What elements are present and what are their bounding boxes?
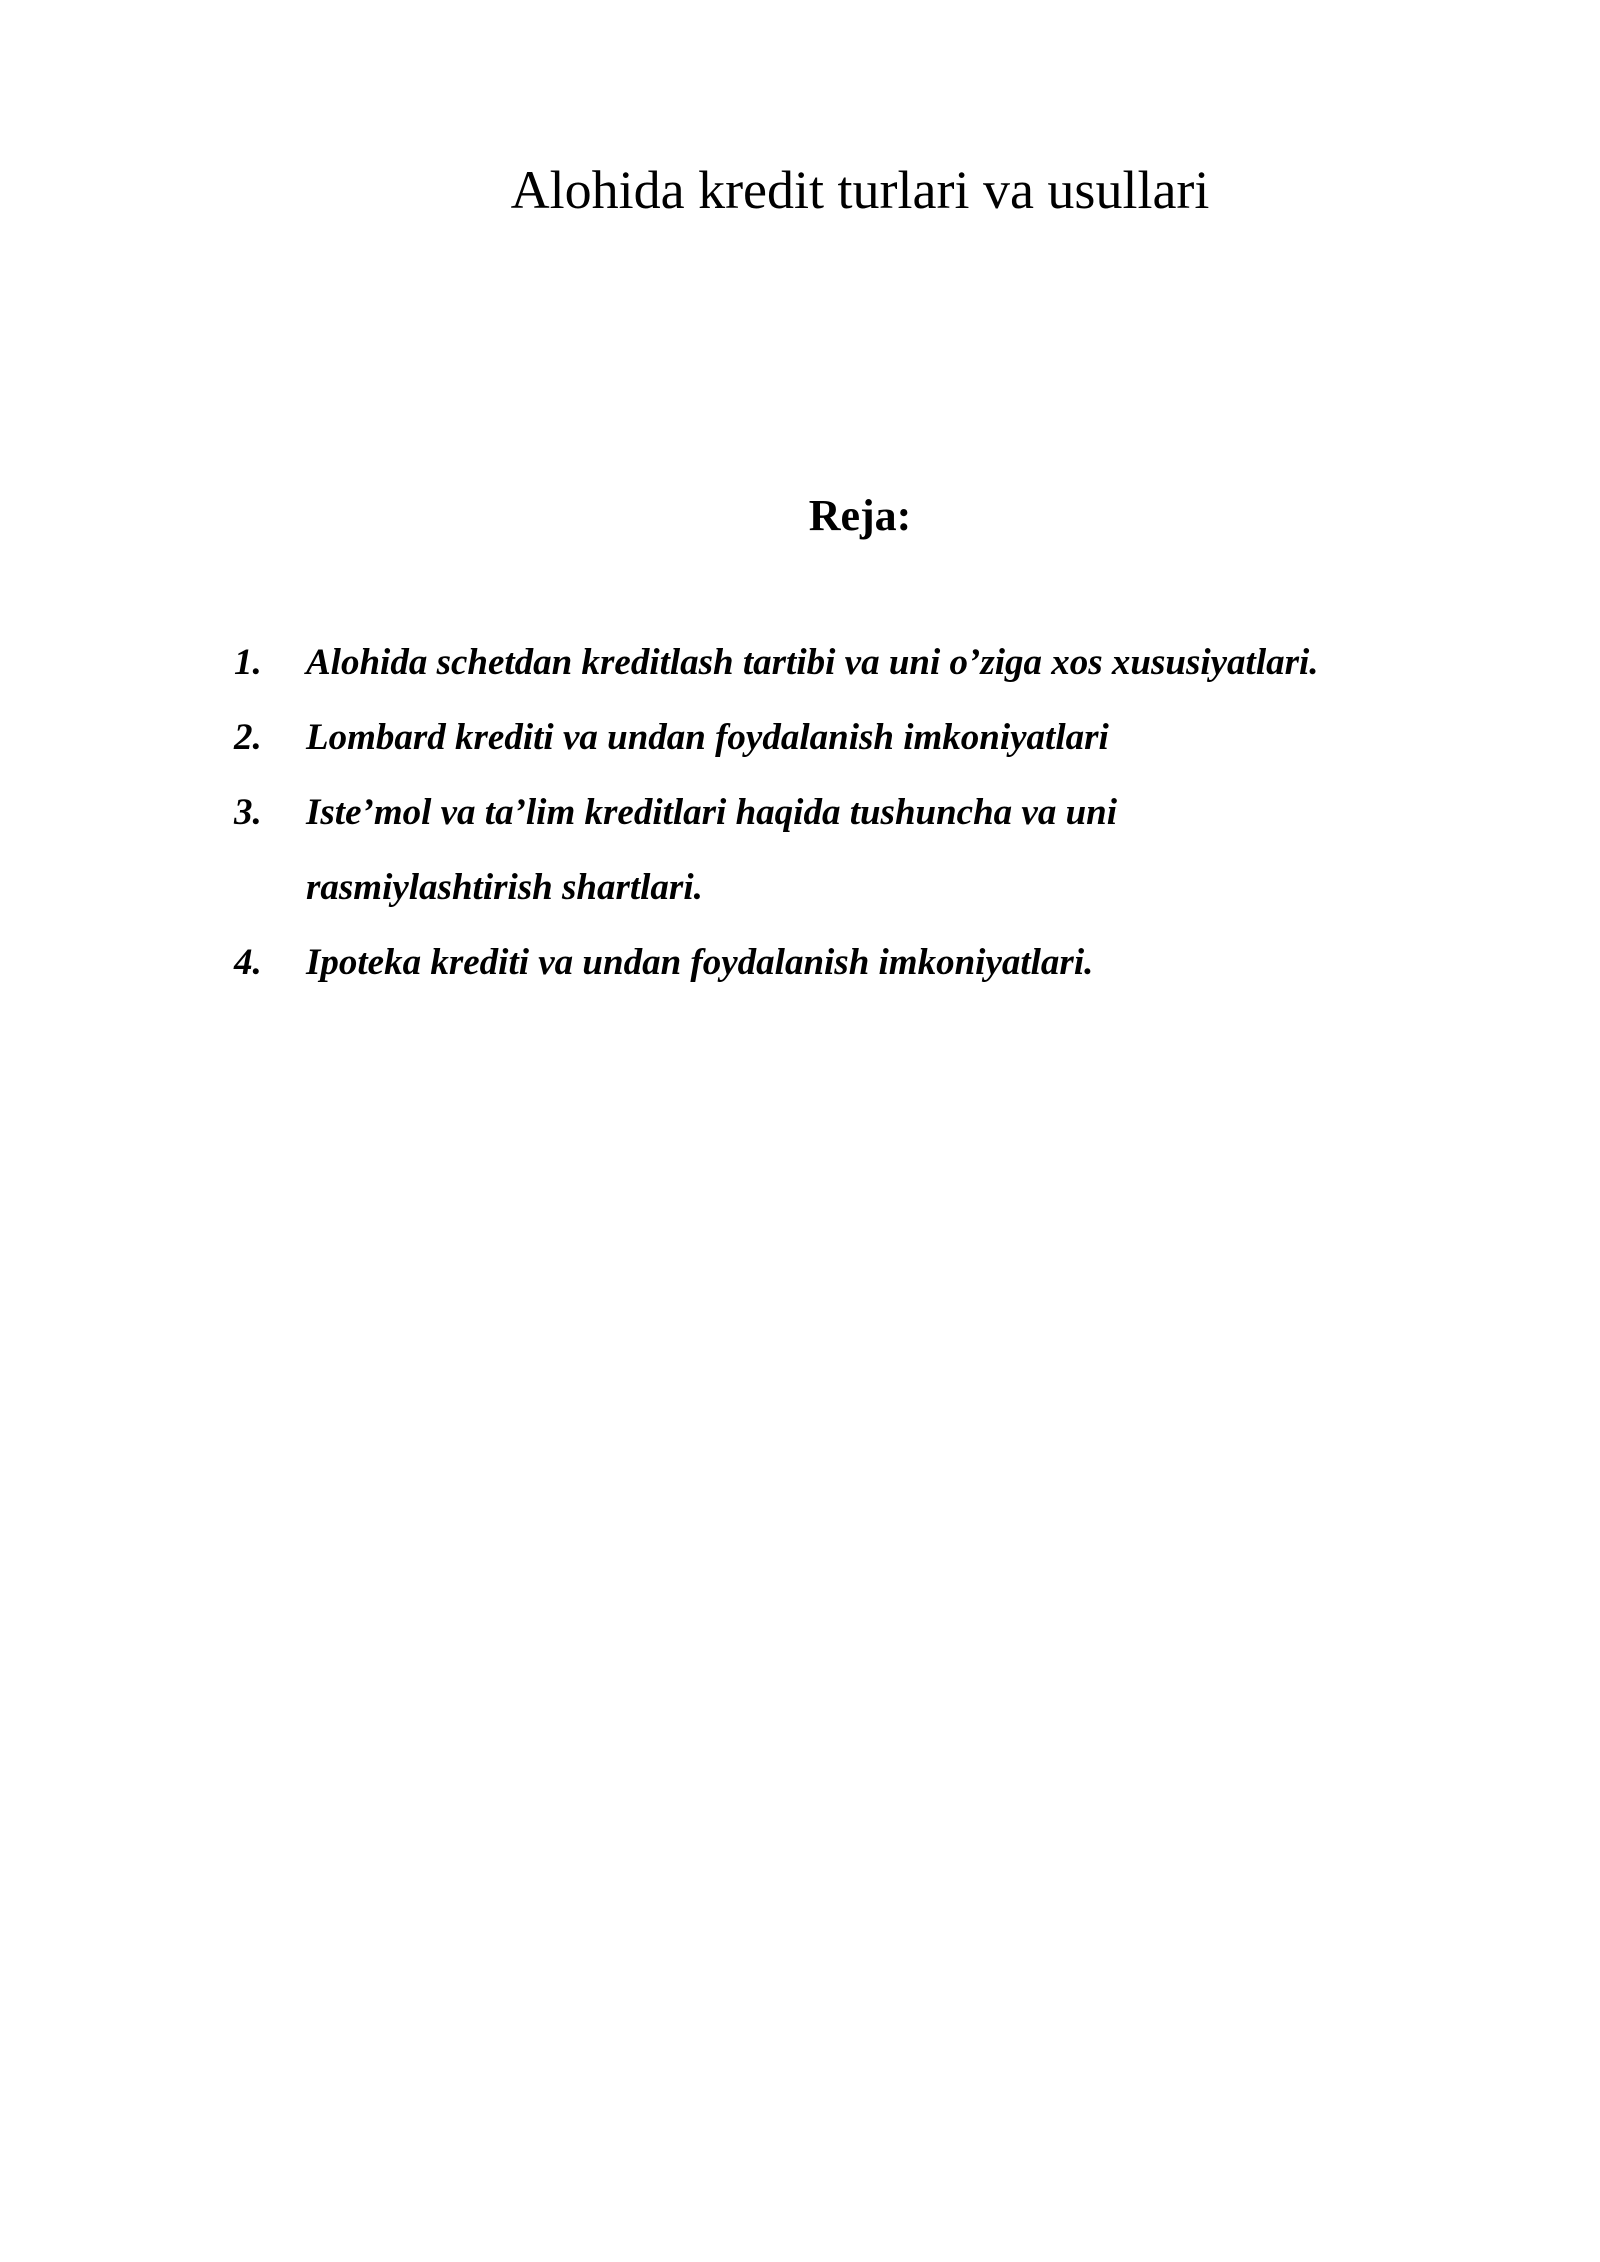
plan-item-text: Alohida schetdan kreditlash tartibi va uni o’ziga xos xususiyatlari. — [306, 642, 1319, 683]
plan-item-number: 1. — [234, 642, 262, 683]
plan-item-number: 2. — [234, 717, 262, 758]
plan-item-2 — [234, 700, 1554, 775]
plan-heading: Reja: — [808, 491, 912, 540]
plan-list — [234, 625, 1554, 1000]
document-title: Alohida kredit turlari va usullari — [510, 160, 1210, 220]
plan-item-number: 3. — [234, 792, 262, 833]
plan-item-number: 4. — [234, 942, 262, 983]
plan-item-3 — [234, 775, 1554, 925]
plan-item-4 — [234, 925, 1554, 1000]
plan-item-1 — [234, 625, 1554, 700]
plan-item-text: Lombard krediti va undan foydalanish imkoniyatlari — [306, 717, 1109, 758]
plan-item-text: Ipoteka krediti va undan foydalanish imkoniyatlari. — [306, 942, 1094, 983]
plan-item-text: Iste’mol va ta’lim kreditlari haqida tushuncha va uni rasmiylashtirish shartlari. — [306, 792, 1118, 908]
